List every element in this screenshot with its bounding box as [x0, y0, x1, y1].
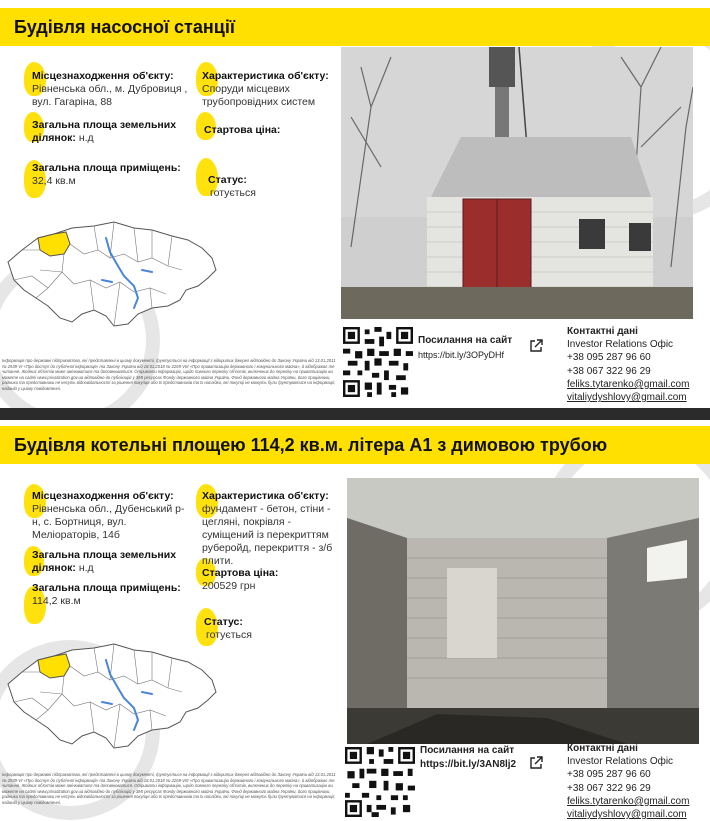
disclaimer-text: Інформація про державні підприємства, які представлені в цьому документі, ґрунтується на інформації з відкритих джерел відповідно до Закону України від 13.01.2011 № 2939-VI «Про доступ до публічної інформації» та Закону України від 18.01.2018 № 2269-VIII «Про приватизацію державного і комунального майна», й відображає те читання. Жодних об'єктів може змінюватися та доповнюватися. Отримати інформацію, щодо повного переліку об'єктів, включених до переліку на приватизацію ви можете на сайті www.privatization.gov.ua відповідно до публікацій у ЗМІ ресурсах Фонду державного майна України. Фонд державного майна України, його працівники, радники та представники не несуть відповідальності за рішення покупця або їх представників та їх наслідки, які покупці не можуть були ґрунтуватися на інформації, наданій у цьому повідомленні.: [2, 358, 336, 391]
contacts-org: Investor Relations Офіс: [567, 756, 674, 768]
qr-code[interactable]: [343, 327, 413, 397]
ukraine-map: [2, 632, 222, 762]
contacts-title: Контактні дані: [567, 743, 638, 754]
phone-2[interactable]: +38 067 322 96 29: [567, 782, 651, 794]
land-area-field: [32, 549, 192, 575]
status-label: Статус:: [204, 616, 243, 628]
status-field: [208, 174, 328, 200]
site-link-label: Посилання на сайт: [420, 745, 515, 756]
listing-title: Будівля котельні площею 114,2 кв.м. літера А1 з димовою трубою: [14, 434, 608, 455]
site-link-label: Посилання на сайт: [418, 335, 513, 346]
status-value: готується: [206, 629, 252, 641]
listing-title: Будівля насосної станції: [14, 16, 235, 37]
contacts-title: Контактні дані: [567, 326, 638, 337]
site-link-block[interactable]: [418, 334, 538, 362]
premises-area-field: [32, 582, 192, 608]
premises-area-label: Загальна площа приміщень:: [32, 162, 181, 174]
qr-code[interactable]: [345, 747, 415, 817]
building-photo: [347, 478, 699, 744]
land-area-value: н.д: [78, 132, 94, 144]
site-link-url[interactable]: https://bit.ly/3AN8lj2: [420, 759, 517, 770]
start-price-field: [204, 124, 334, 137]
title-bar: [0, 426, 710, 464]
external-link-icon[interactable]: [529, 756, 543, 770]
characteristics-value: фундамент - бетон, стіни - цегляні, покрівля - суміщений із перекриттям руберойд, перекриття - з/б плити.: [202, 503, 333, 567]
listing-card-boiler-house: [0, 420, 710, 821]
characteristics-field: [202, 70, 336, 109]
status-label: Статус:: [208, 174, 247, 186]
characteristics-label: Характеристика об'єкту:: [202, 490, 329, 502]
phone-1[interactable]: +38 095 287 96 60: [567, 352, 651, 364]
start-price-label: Стартова ціна:: [204, 124, 281, 136]
location-value: Рівненська обл., Дубенський р-н, с. Бортниця, вул. Меліораторів, 14б: [32, 503, 185, 541]
premises-area-label: Загальна площа приміщень:: [32, 582, 181, 594]
characteristics-label: Характеристика об'єкту:: [202, 70, 329, 82]
building-photo: [341, 47, 693, 319]
location-label: Місцезнаходження об'єкту:: [32, 490, 174, 502]
land-area-value: н.д: [78, 562, 94, 574]
disclaimer-text: Інформація про державні підприємства, які представлені в цьому документі, ґрунтується на інформації з відкритих джерел відповідно до Закону України від 13.01.2011 № 2939-VI «Про доступ до публічної інформації» та Закону України від 18.01.2018 № 2269-VIII «Про приватизацію державного і комунального майна», й відображає те читання. Жодних об'єктів може змінюватися та доповнюватися. Отримати інформацію, щодо повного переліку об'єктів, включених до переліку на приватизацію ви можете на сайті www.privatization.gov.ua відповідно до публікацій у ЗМІ ресурсах Фонду державного майна України. Фонд державного майна України, його працівники, радники та представники не несуть відповідальності за рішення покупця або їх представників та їх наслідки, які покупці не можуть були ґрунтуватися на інформації, наданій у цьому повідомленні.: [2, 772, 336, 805]
card-divider: [0, 408, 710, 420]
email-2[interactable]: vitaliydyshlovy@gmail.com: [567, 809, 687, 821]
land-area-field: [32, 119, 192, 145]
location-label: Місцезнаходження об'єкту:: [32, 70, 174, 82]
site-link-block[interactable]: [420, 744, 540, 772]
title-bar: [0, 8, 710, 46]
location-field: [32, 70, 190, 109]
contacts-block: [567, 325, 707, 404]
phone-2[interactable]: +38 067 322 96 29: [567, 365, 651, 377]
start-price-field: [202, 567, 332, 593]
location-field: [32, 490, 192, 542]
location-value: Рівненська обл., м. Дубровиця , вул. Гагаріна, 88: [32, 83, 188, 108]
start-price-label: Стартова ціна:: [202, 567, 279, 579]
listing-card-pumping-station: [0, 0, 710, 408]
external-link-icon[interactable]: [529, 339, 543, 353]
email-1[interactable]: feliks.tytarenko@gmail.com: [567, 378, 690, 390]
email-1[interactable]: feliks.tytarenko@gmail.com: [567, 795, 690, 807]
status-field: [204, 616, 324, 642]
premises-area-value: 32,4 кв.м: [32, 175, 76, 187]
characteristics-value: Споруди місцевих трубопровідних систем: [202, 83, 316, 108]
premises-area-field: [32, 162, 192, 188]
start-price-value: 200529 грн: [202, 580, 256, 592]
ukraine-map: [2, 210, 222, 340]
contacts-block: [567, 742, 707, 821]
land-area-label: Загальна площа земельних ділянок:: [32, 549, 177, 574]
characteristics-field: [202, 490, 340, 568]
contacts-org: Investor Relations Офіс: [567, 339, 674, 351]
site-link-url[interactable]: https://bit.ly/3OPyDHf: [418, 350, 505, 360]
email-2[interactable]: vitaliydyshlovy@gmail.com: [567, 392, 687, 404]
phone-1[interactable]: +38 095 287 96 60: [567, 769, 651, 781]
premises-area-value: 114,2 кв.м: [32, 595, 81, 607]
land-area-label: Загальна площа земельних ділянок:: [32, 119, 177, 144]
status-value: готується: [210, 187, 256, 199]
